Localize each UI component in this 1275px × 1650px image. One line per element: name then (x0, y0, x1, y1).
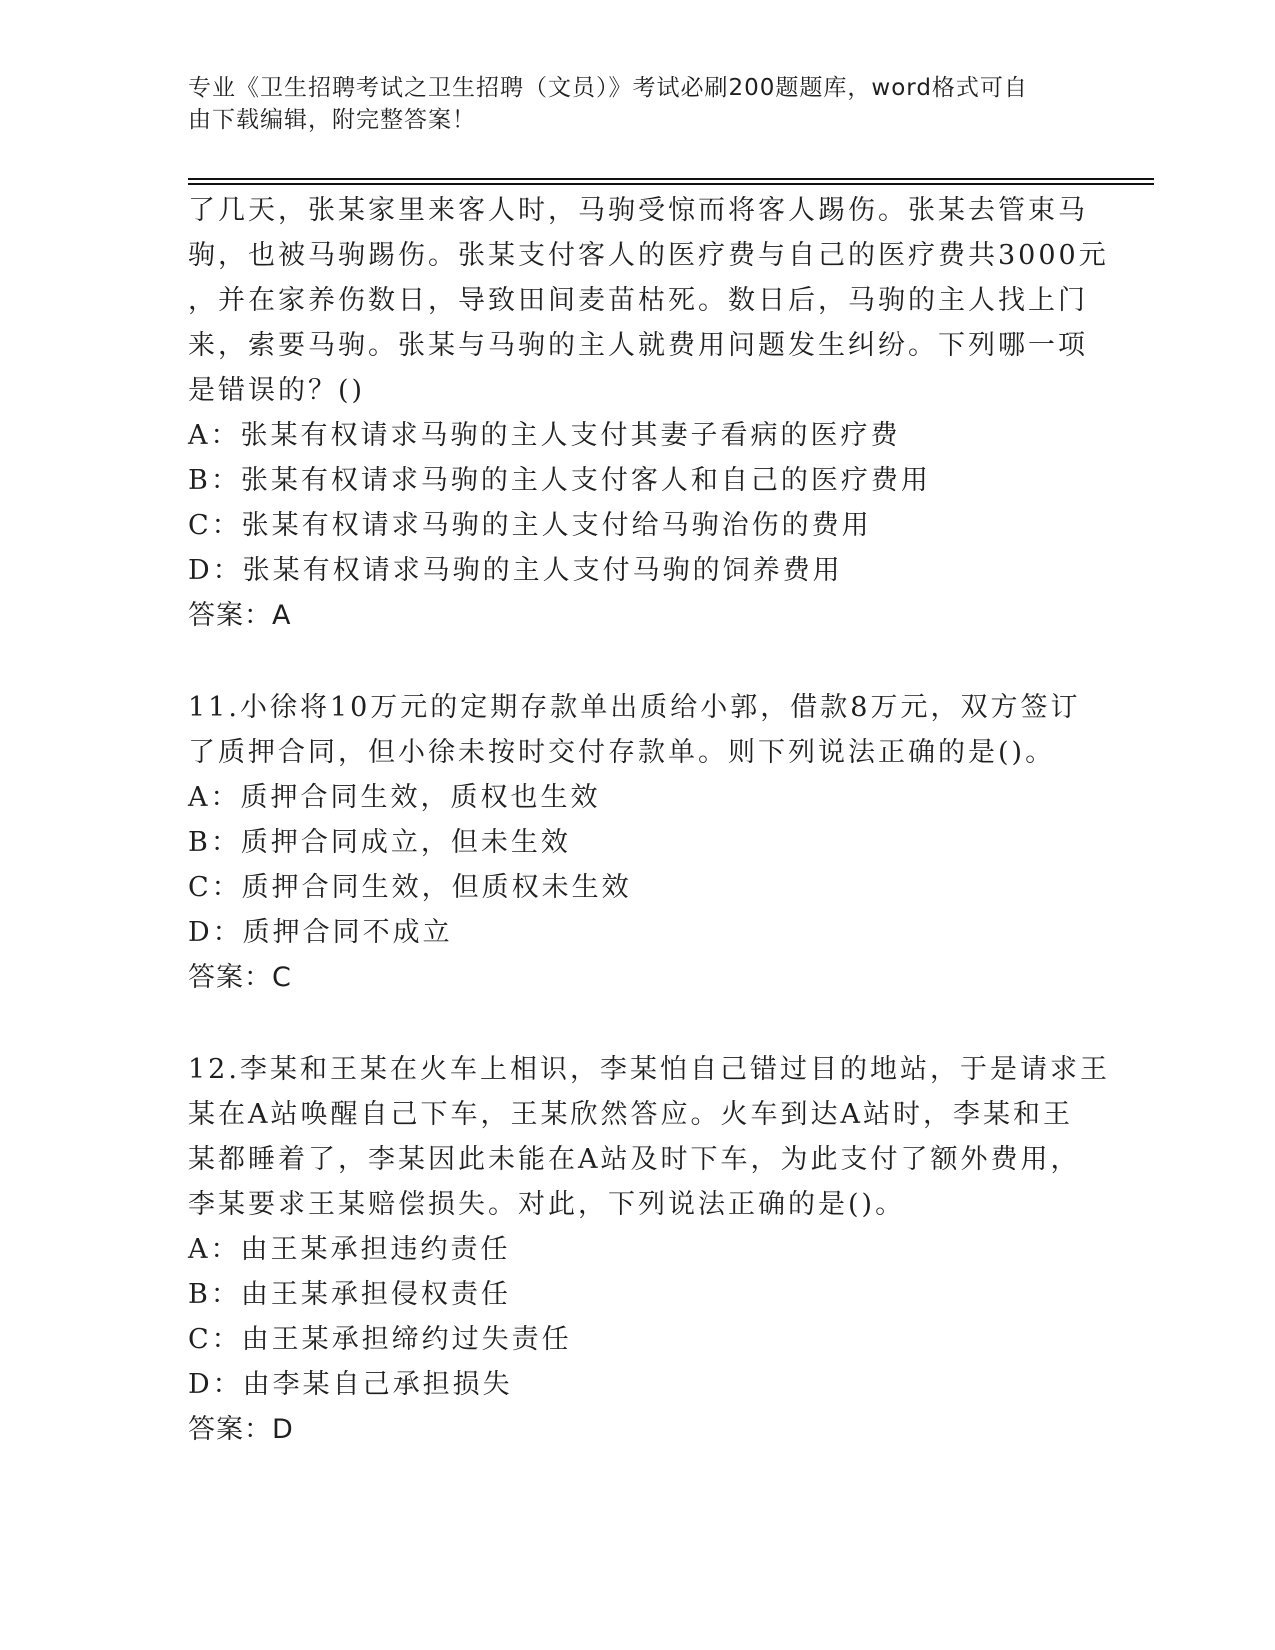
question-12 (188, 1047, 1108, 1452)
option-b: B：由王某承担侵权责任 (188, 1279, 511, 1310)
option-a: A：质押合同生效，质权也生效 (188, 782, 601, 813)
option-d: D：张某有权请求马驹的主人支付马驹的饲养费用 (188, 555, 843, 586)
header-line-2: 由下载编辑，附完整答案！ (188, 107, 476, 133)
option-d: D：由李某自己承担损失 (188, 1369, 513, 1400)
question-text-line: 驹，也被马驹踢伤。张某支付客人的医疗费与自己的医疗费共3000元 (188, 240, 1109, 271)
question-10 (188, 188, 1108, 638)
option-c: C：由王某承担缔约过失责任 (188, 1324, 572, 1355)
answer-line: 答案：A (188, 600, 292, 631)
question-content (188, 188, 1108, 1452)
spacer (188, 638, 1108, 685)
header-divider (188, 178, 1154, 185)
option-a: A：张某有权请求马驹的主人支付其妻子看病的医疗费 (188, 420, 901, 451)
question-text-line: 李某要求王某赔偿损失。对此，下列说法正确的是()。 (188, 1189, 906, 1220)
spacer (188, 1000, 1108, 1047)
question-text-line: 11.小徐将10万元的定期存款单出质给小郭，借款8万元，双方签订 (188, 692, 1081, 723)
question-text-line: 某在A站唤醒自己下车，王某欣然答应。火车到达A站时，李某和王 (188, 1099, 1073, 1130)
option-c: C：质押合同生效，但质权未生效 (188, 872, 632, 903)
answer-line: 答案：D (188, 1414, 294, 1445)
question-text-line: 来，索要马驹。张某与马驹的主人就费用问题发生纠纷。下列哪一项 (188, 330, 1088, 361)
option-c: C：张某有权请求马驹的主人支付给马驹治伤的费用 (188, 510, 872, 541)
question-text-line: 了几天，张某家里来客人时，马驹受惊而将客人踢伤。张某去管束马 (188, 195, 1088, 226)
header-line-1: 专业《卫生招聘考试之卫生招聘（文员）》考试必刷200题题库，word格式可自 (188, 75, 1028, 101)
option-d: D：质押合同不成立 (188, 917, 453, 948)
question-text-line: 是错误的？() (188, 375, 366, 406)
page-header (188, 72, 1088, 136)
answer-line: 答案：C (188, 962, 292, 993)
question-text-line: 了质押合同，但小徐未按时交付存款单。则下列说法正确的是()。 (188, 737, 1056, 768)
question-text-line: ，并在家养伤数日，导致田间麦苗枯死。数日后，马驹的主人找上门 (188, 285, 1088, 316)
option-b: B：质押合同成立，但未生效 (188, 827, 571, 858)
option-b: B：张某有权请求马驹的主人支付客人和自己的医疗费用 (188, 465, 931, 496)
option-a: A：由王某承担违约责任 (188, 1234, 511, 1265)
question-11 (188, 685, 1108, 1000)
question-text-line: 12.李某和王某在火车上相识，李某怕自己错过目的地站，于是请求王 (188, 1054, 1110, 1085)
question-text-line: 某都睡着了，李某因此未能在A站及时下车，为此支付了额外费用， (188, 1144, 1081, 1175)
